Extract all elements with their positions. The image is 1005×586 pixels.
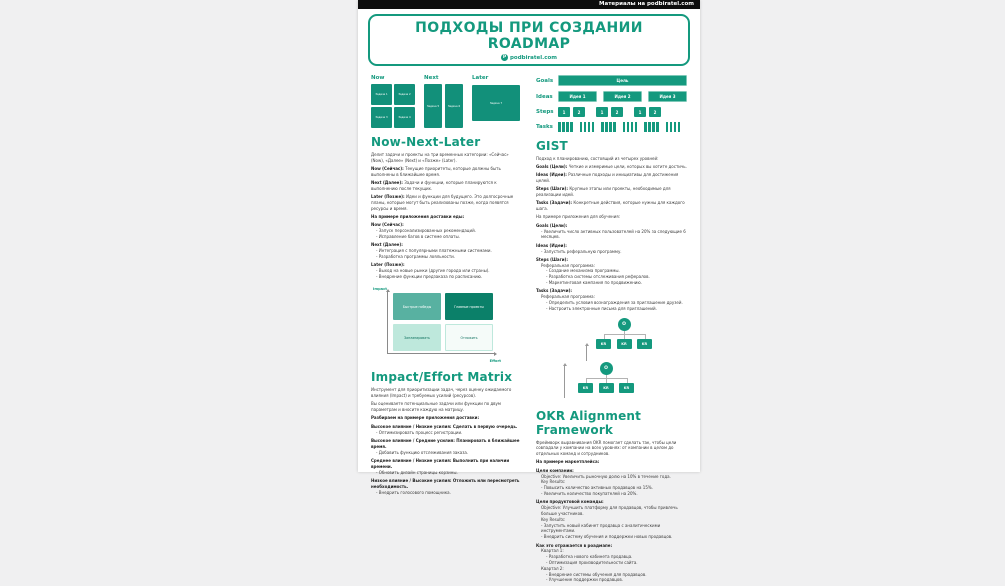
bullet-item: - Улучшение поддержки продавцов. (546, 577, 687, 583)
quadrant-pale: Отложить (445, 324, 493, 351)
task-tick-group (580, 122, 595, 132)
brand-row (372, 54, 686, 61)
task-tick-group (666, 122, 681, 132)
nnl-boxes (472, 85, 520, 121)
task-tick-group (623, 122, 638, 132)
task-tick (674, 122, 677, 132)
group-items (536, 505, 687, 540)
objective-node: O (618, 318, 631, 331)
group-heading: Цели компании: (536, 467, 574, 473)
group-items (536, 263, 687, 286)
text-line: Objective: Улучшить платформу для продавцов, чтобы привлечь больше участников. (541, 505, 678, 516)
x-axis-line (387, 353, 494, 354)
bullet-item: - Внедрить голосового помощника. (376, 490, 522, 496)
task-tick (635, 122, 638, 132)
paragraph: Подход к планированию, состоящий из четырех уровней: (536, 156, 659, 161)
task-tick (588, 122, 591, 132)
task-box: Задача 1 (371, 84, 392, 105)
top-bar (358, 0, 700, 9)
group-heading: Later (Позже): (371, 262, 405, 268)
definition: Goals (Цели): Четкие и измеримые цели, которых вы хотите достичь. (536, 164, 687, 170)
okr-tree-level-1 (596, 318, 652, 350)
now-next-later-text (371, 152, 522, 279)
bullet-item: - Внедрить систему обучения и поддержки новых продавцов. (541, 534, 687, 540)
gist-row-label: Tasks (536, 124, 553, 130)
group-items (536, 249, 687, 255)
bullet-item: - Запустить новый кабинет продавца с аналитическими инструментами. (541, 523, 687, 535)
task-tick (627, 122, 630, 132)
header (368, 14, 690, 66)
group-heading: Как это отражается в роадмапе: (536, 542, 613, 548)
roadmap-poster (358, 0, 700, 583)
task-tick (580, 122, 583, 132)
matrix-quadrants (393, 293, 493, 351)
gist-row-content (558, 107, 687, 117)
bullet-item: - Запустить реферальную программу. (541, 249, 687, 255)
nnl-column-now (371, 75, 415, 128)
bullet-item: - Обновить дизайн страницы корзины. (376, 470, 522, 476)
text-line: Objective: Увеличить рыночную долю на 10% в течение года. (541, 473, 671, 479)
step-box: 2 (649, 107, 661, 117)
group-heading: Среднее влияние / Низкие усилия: Выполнить при наличии времени. (371, 458, 510, 469)
group-items (371, 490, 522, 496)
term: Next (Далее): (371, 179, 405, 185)
alignment-arrow-icon (564, 366, 565, 398)
term: Steps (Шаги): (536, 186, 570, 192)
quadrant-light: Запланировать (393, 324, 441, 351)
nnl-boxes (371, 84, 415, 128)
bullet-item: - Выход на новые рынки (другие города или страны). (376, 268, 522, 274)
gist-row-steps (536, 107, 687, 117)
impact-effort-diagram (373, 287, 501, 363)
now-next-later-diagram (371, 75, 522, 128)
task-tick-group (644, 122, 659, 132)
step-pair (596, 107, 623, 117)
group-items (371, 228, 522, 240)
alignment-arrow-icon (586, 346, 587, 361)
nnl-column-label: Next (424, 75, 439, 81)
impact-effort-text (371, 387, 522, 495)
list-group (371, 458, 522, 475)
paragraph: Фреймворк выравнивания OKR помогает сделать так, чтобы цели совпадали у компании на всех уровнях: от компании в целом до отдельных команд и сотрудников. (536, 439, 677, 457)
gist-row-label: Goals (536, 77, 554, 84)
definition: Now (Сейчас): Текущие приоритеты, которые должны быть выполнены в ближайшее время. (371, 165, 501, 177)
task-tick (670, 122, 673, 132)
task-tick (566, 122, 569, 132)
definition: Ideas (Идеи): Различные подходы и инициативы для достижения целей. (536, 172, 679, 184)
task-box: Задача 6 (445, 84, 463, 128)
connector (645, 334, 646, 339)
step-box: 2 (573, 107, 585, 117)
group-heading: Цели продуктовой команды: (536, 499, 604, 505)
group-items (371, 470, 522, 476)
list-group (536, 468, 687, 497)
group-items (371, 430, 522, 436)
list-group (371, 438, 522, 455)
task-tick (601, 122, 604, 132)
task-tick (644, 122, 647, 132)
group-items (371, 248, 522, 260)
connector (624, 334, 625, 339)
bullet-item: - Увеличить количество покупателей на 20%. (541, 491, 687, 497)
impact-axis-label: Impact (373, 287, 387, 292)
group-items (371, 450, 522, 456)
key-result-node: KR (619, 383, 634, 393)
y-axis-line (387, 292, 388, 354)
nnl-column-later (472, 75, 520, 128)
task-tick (562, 122, 565, 132)
bullet-item: - Интеграция с популярными платежными системами. (376, 248, 522, 254)
goal-bar: Цель (558, 75, 687, 86)
group-items (536, 294, 687, 311)
task-tick-group (558, 122, 573, 132)
group-items (541, 572, 687, 584)
bullet-item: - Маркетинговая кампания по продвижению. (546, 280, 687, 286)
example-heading: На примере приложения доставки еды: (371, 213, 465, 219)
effort-axis-label: Effort (489, 359, 501, 364)
task-tick (648, 122, 651, 132)
okr-diagram (536, 316, 687, 402)
list-group (536, 543, 687, 584)
bullet-item: - Определить условия вознаграждения за приглашение друзей. (546, 300, 687, 306)
podbiratel-logo-icon: P (502, 55, 507, 60)
okr-text (536, 440, 687, 584)
sub-heading: Квартал 1: (541, 548, 564, 554)
text-line: Key Results: (541, 479, 566, 485)
left-column (371, 73, 522, 586)
example-heading: На примере маркетплейса: (536, 459, 600, 465)
list-group (371, 242, 522, 259)
section-title-okr: OKR Alignment Framework (536, 408, 642, 437)
right-column (536, 73, 687, 586)
list-group (536, 223, 687, 240)
list-group (371, 478, 522, 495)
paragraph: Инструмент для приоритизации задач, через оценку ожидаемого влияния (Impact) и требуемых усилий (ресурсов). (371, 387, 512, 399)
sub-heading: Реферальная программа: (541, 294, 595, 300)
step-box: 1 (634, 107, 646, 117)
connector (604, 334, 605, 339)
list-group (536, 243, 687, 255)
group-heading: Next (Далее): (371, 242, 403, 248)
connector (627, 378, 628, 383)
key-result-node: KR (637, 339, 652, 349)
term: Goals (Цели): (536, 164, 569, 170)
gist-text (536, 156, 687, 312)
gist-row-label: Steps (536, 109, 554, 115)
task-box: Задача 3 (371, 107, 392, 128)
list-group (536, 257, 687, 286)
brand-text: podbiratel.com (509, 54, 557, 61)
bullet-item: - Исправление багов в системе оплаты. (376, 234, 522, 240)
term: Later (Позже): (371, 193, 406, 199)
group-items (536, 474, 687, 497)
section-title-gist: GIST (536, 139, 568, 153)
definition: Tasks (Задачи): Конкретные действия, которые нужны для каждого шага. (536, 200, 685, 212)
task-tick (570, 122, 573, 132)
bullet-item: - Внедрение функции предзаказа по расписанию. (376, 274, 522, 280)
example-heading: Разбираем на примере приложения доставки: (371, 415, 480, 421)
task-tick (609, 122, 612, 132)
task-tick (656, 122, 659, 132)
nnl-column-next (424, 75, 463, 128)
term: Tasks (Задачи): (536, 200, 574, 206)
step-pair (634, 107, 661, 117)
sub-heading: Квартал 2: (541, 565, 564, 571)
bullet-item: - Добавить функцию отслеживания заказа. (376, 450, 522, 456)
list-group (536, 499, 687, 540)
gist-row-content (558, 75, 687, 86)
term: Ideas (Идеи): (536, 172, 569, 178)
definition: Next (Далее): Задачи и функции, которые планируются к выполнению после текущих. (371, 179, 497, 191)
list-group (536, 288, 687, 311)
idea-bar: Идея 3 (648, 91, 687, 102)
connector (586, 378, 587, 383)
task-tick (652, 122, 655, 132)
group-items (541, 554, 687, 566)
list-group (371, 424, 522, 436)
list-group (371, 222, 522, 239)
bullet-item: - Разработка системы отслеживания рефералов. (546, 274, 687, 280)
bullet-item: - Разработка нового кабинета продавца. (546, 554, 687, 560)
group-heading: Ideas (Идеи): (536, 242, 567, 248)
key-result-node: KR (599, 383, 614, 393)
top-bar-text: Материалы на podbiratel.com (599, 1, 694, 7)
key-result-node: KR (617, 339, 632, 349)
key-result-node: KR (578, 383, 593, 393)
task-tick (678, 122, 681, 132)
bullet-item: - Оптимизация производительности сайта. (546, 560, 687, 566)
paragraph: На примере приложения для обучения: (536, 214, 621, 220)
bullet-item: - Внедрение системы обучения для продавцов. (546, 572, 687, 578)
task-tick (558, 122, 561, 132)
bullet-item: - Повысить количество активных продавцов на 15%. (541, 485, 687, 491)
task-tick (605, 122, 608, 132)
group-heading: Goals (Цели): (536, 222, 568, 228)
gist-row-ideas (536, 91, 687, 102)
sub-heading: Реферальная программа: (541, 262, 595, 268)
key-result-node: KR (596, 339, 611, 349)
step-pair (558, 107, 585, 117)
task-tick (631, 122, 634, 132)
bullet-item: - Увеличить число активных пользователей на 20% за следующие 6 месяцев. (541, 229, 687, 241)
okr-tree-level-2 (578, 362, 634, 394)
gist-row-goals (536, 75, 687, 86)
step-box: 1 (558, 107, 570, 117)
group-heading: Высокое влияние / Низкие усилия: Сделать в первую очередь. (371, 423, 518, 429)
quadrant-mid: Быстрые победы (393, 293, 441, 320)
gist-row-content (558, 122, 687, 132)
bullet-item: - Разработка программы лояльности. (376, 254, 522, 260)
step-box: 2 (611, 107, 623, 117)
bullet-item: - Запуск персонализированных рекомендаций. (376, 228, 522, 234)
text-line: Key Results: (541, 516, 566, 522)
task-tick (623, 122, 626, 132)
nnl-column-label: Later (472, 75, 489, 81)
definition: Later (Позже): Идеи и функции для будущего. Это долгосрочные планы, которые могут быть реализованы позже, когда появятся ресурсы и время. (371, 193, 514, 211)
group-heading: Низкое влияние / Высокие усилия: Отложить или пересмотреть необходимость. (371, 478, 520, 489)
section-title-impact-effort: Impact/Effort Matrix (371, 370, 513, 385)
content-columns (358, 69, 700, 586)
group-items (541, 268, 687, 285)
bullet-item: - Оптимизировать процесс регистрации. (376, 430, 522, 436)
paragraph: Вы оцениваете потенциальные задачи или функции по двум параметрам и вносите каждую на матрицу. (371, 401, 501, 413)
group-items (536, 548, 687, 583)
task-tick-group (601, 122, 616, 132)
task-tick (666, 122, 669, 132)
group-heading: Steps (Шаги): (536, 256, 568, 262)
gist-row-content (558, 91, 687, 102)
group-items (541, 300, 687, 312)
bullet-item: - Создание механизма программы. (546, 268, 687, 274)
task-tick (584, 122, 587, 132)
nnl-boxes (424, 84, 463, 128)
objective-node: O (600, 362, 613, 375)
definition: Steps (Шаги): Крупные этапы или проекты, необходимые для реализации идей. (536, 186, 671, 198)
group-items (371, 268, 522, 280)
task-box: Задача 4 (394, 107, 415, 128)
gist-row-label: Ideas (536, 93, 553, 100)
nnl-column-label: Now (371, 75, 385, 81)
section-title-now-next-later: Now-Next-Later (371, 135, 481, 149)
group-items (536, 229, 687, 241)
bullet-item: - Настроить электронные письма для приглашений. (546, 306, 687, 312)
group-heading: Высокое влияние / Средние усилия: Планировать в ближайшее время. (371, 438, 520, 449)
connector (606, 378, 607, 383)
paragraph: Делит задачи и проекты на три временных категории: «Сейчас» (Now), «Далее» (Next) и «Позже» (Later). (371, 152, 509, 163)
group-heading: Tasks (Задачи): (536, 288, 573, 294)
task-box: Задача 2 (394, 84, 415, 105)
group-heading: Now (Сейчас): (371, 222, 404, 228)
task-box: Задача 5 (424, 84, 442, 128)
idea-bar: Идея 1 (558, 91, 597, 102)
task-box: Задача 7 (472, 85, 520, 121)
quadrant-dark: Главные проекты (445, 293, 493, 320)
task-tick (613, 122, 616, 132)
list-group (371, 262, 522, 279)
idea-bar: Идея 2 (603, 91, 642, 102)
term: Now (Сейчас): (371, 165, 406, 171)
step-box: 1 (596, 107, 608, 117)
gist-diagram (536, 75, 687, 132)
gist-row-tasks (536, 122, 687, 132)
page-title: ПОДХОДЫ ПРИ СОЗДАНИИ ROADMAP (415, 20, 643, 52)
task-tick (592, 122, 595, 132)
